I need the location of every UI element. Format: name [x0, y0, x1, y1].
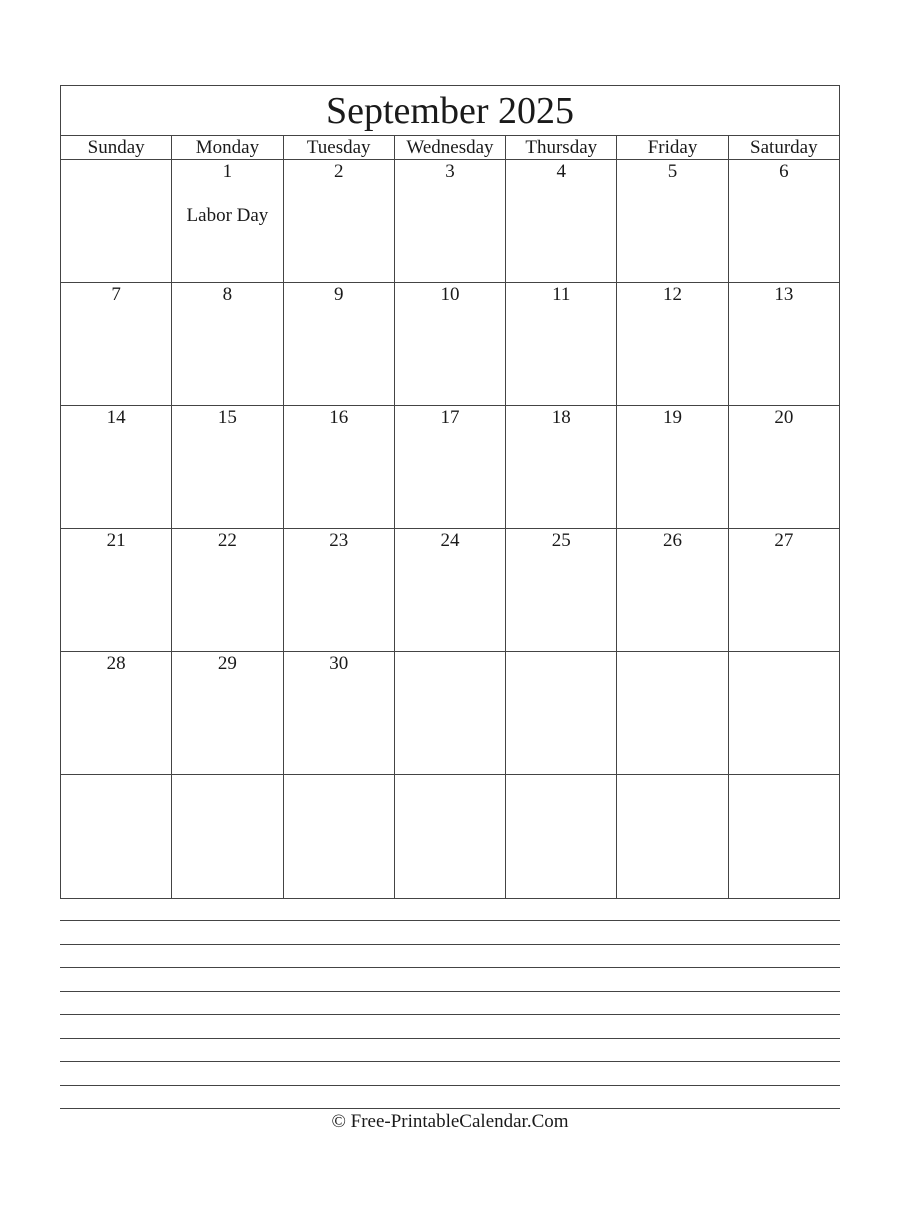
- day-number: 30: [329, 653, 349, 674]
- day-cell: [506, 160, 617, 282]
- weekday-header-row: [61, 136, 839, 160]
- day-number: 25: [551, 530, 571, 551]
- day-cell: [172, 652, 283, 774]
- day-cell: [729, 652, 839, 774]
- weekday-thursday: Thursday: [506, 136, 617, 159]
- calendar-title: September 2025: [61, 86, 839, 136]
- day-number: [61, 160, 171, 161]
- day-cell: [617, 775, 728, 898]
- day-cell: [506, 406, 617, 528]
- day-cell: [729, 529, 839, 651]
- day-cell: [61, 529, 172, 651]
- note-line: [60, 991, 840, 1015]
- day-cell: [284, 652, 395, 774]
- week-row: [61, 406, 839, 529]
- week-row: [61, 529, 839, 652]
- day-cell: [506, 775, 617, 898]
- day-number: 16: [329, 407, 349, 428]
- day-number: [61, 775, 171, 776]
- day-cell: [395, 529, 506, 651]
- note-line: [60, 1061, 840, 1085]
- day-cell: [729, 160, 839, 282]
- day-cell: [729, 406, 839, 528]
- day-cell: [172, 775, 283, 898]
- day-number: 10: [440, 284, 460, 305]
- day-cell: [617, 406, 728, 528]
- weekday-saturday: Saturday: [750, 137, 818, 158]
- week-row: [61, 652, 839, 775]
- day-number: 21: [106, 530, 126, 551]
- day-cell: [284, 283, 395, 405]
- day-number: 20: [774, 407, 794, 428]
- day-number: 2: [333, 161, 344, 182]
- day-cell: [284, 406, 395, 528]
- day-cell: [172, 160, 283, 282]
- day-cell: [617, 652, 728, 774]
- day-number: 5: [667, 161, 678, 182]
- day-number: 4: [556, 161, 567, 182]
- day-number: 28: [106, 653, 126, 674]
- day-number: [395, 652, 505, 653]
- day-cell: [61, 406, 172, 528]
- day-number: 24: [440, 530, 460, 551]
- week-row: [61, 775, 839, 898]
- note-line: [60, 1038, 840, 1062]
- day-number: 13: [774, 284, 794, 305]
- day-number: 7: [111, 284, 121, 305]
- notes-section: [60, 920, 840, 1132]
- day-cell: [395, 775, 506, 898]
- day-number: 3: [445, 161, 455, 182]
- day-number: 22: [217, 530, 237, 551]
- day-number: 27: [774, 530, 794, 551]
- day-cell: [61, 775, 172, 898]
- note-line: [60, 944, 840, 968]
- day-cell: [284, 529, 395, 651]
- day-number: 1: [222, 161, 233, 182]
- day-number: [729, 652, 839, 653]
- note-line: [60, 920, 840, 944]
- day-cell: [395, 652, 506, 774]
- day-number: 6: [779, 161, 789, 182]
- note-line: [60, 1014, 840, 1038]
- note-line: [60, 1085, 840, 1109]
- day-cell: [395, 406, 506, 528]
- day-cell: [617, 160, 728, 282]
- day-cell: [172, 529, 283, 651]
- day-number: 19: [663, 407, 683, 428]
- week-row: [61, 160, 839, 283]
- day-cell: [506, 283, 617, 405]
- day-number: [617, 652, 727, 653]
- day-number: [395, 775, 505, 776]
- day-cell: [172, 406, 283, 528]
- day-number: 12: [663, 284, 683, 305]
- day-cell: [729, 775, 839, 898]
- day-cell: [395, 283, 506, 405]
- holiday-label: Labor Day: [186, 205, 269, 226]
- day-number: [729, 775, 839, 776]
- note-line: [60, 967, 840, 991]
- day-number: 23: [329, 530, 349, 551]
- week-row: [61, 283, 839, 406]
- day-number: [506, 775, 616, 776]
- day-number: 29: [217, 653, 237, 674]
- weekday-friday: Friday: [617, 136, 728, 159]
- day-cell: [284, 775, 395, 898]
- weekday-tuesday: Tuesday: [284, 136, 395, 159]
- day-cell: [506, 652, 617, 774]
- weekday-monday: Monday: [172, 136, 283, 159]
- day-number: 8: [222, 284, 233, 305]
- day-cell: [61, 160, 172, 282]
- day-number: 26: [663, 530, 683, 551]
- day-number: 15: [217, 407, 237, 428]
- day-number: 11: [552, 284, 571, 305]
- day-number: [617, 775, 727, 776]
- day-number: 9: [333, 284, 344, 305]
- day-cell: [61, 652, 172, 774]
- footer-copyright: © Free-PrintableCalendar.Com: [331, 1111, 569, 1132]
- day-cell: [284, 160, 395, 282]
- weekday-wednesday: Wednesday: [395, 136, 506, 159]
- weekday-sunday: Sunday: [61, 136, 172, 159]
- day-number: 17: [440, 407, 460, 428]
- day-cell: [506, 529, 617, 651]
- day-cell: [61, 283, 172, 405]
- day-cell: [172, 283, 283, 405]
- day-cell: [729, 283, 839, 405]
- day-number: 18: [551, 407, 571, 428]
- day-number: [284, 775, 394, 776]
- day-cell: [617, 283, 728, 405]
- day-number: 14: [106, 407, 126, 428]
- calendar-grid: [60, 85, 840, 899]
- day-cell: [617, 529, 728, 651]
- day-cell: [395, 160, 506, 282]
- day-number: [506, 652, 616, 653]
- day-number: [172, 775, 282, 776]
